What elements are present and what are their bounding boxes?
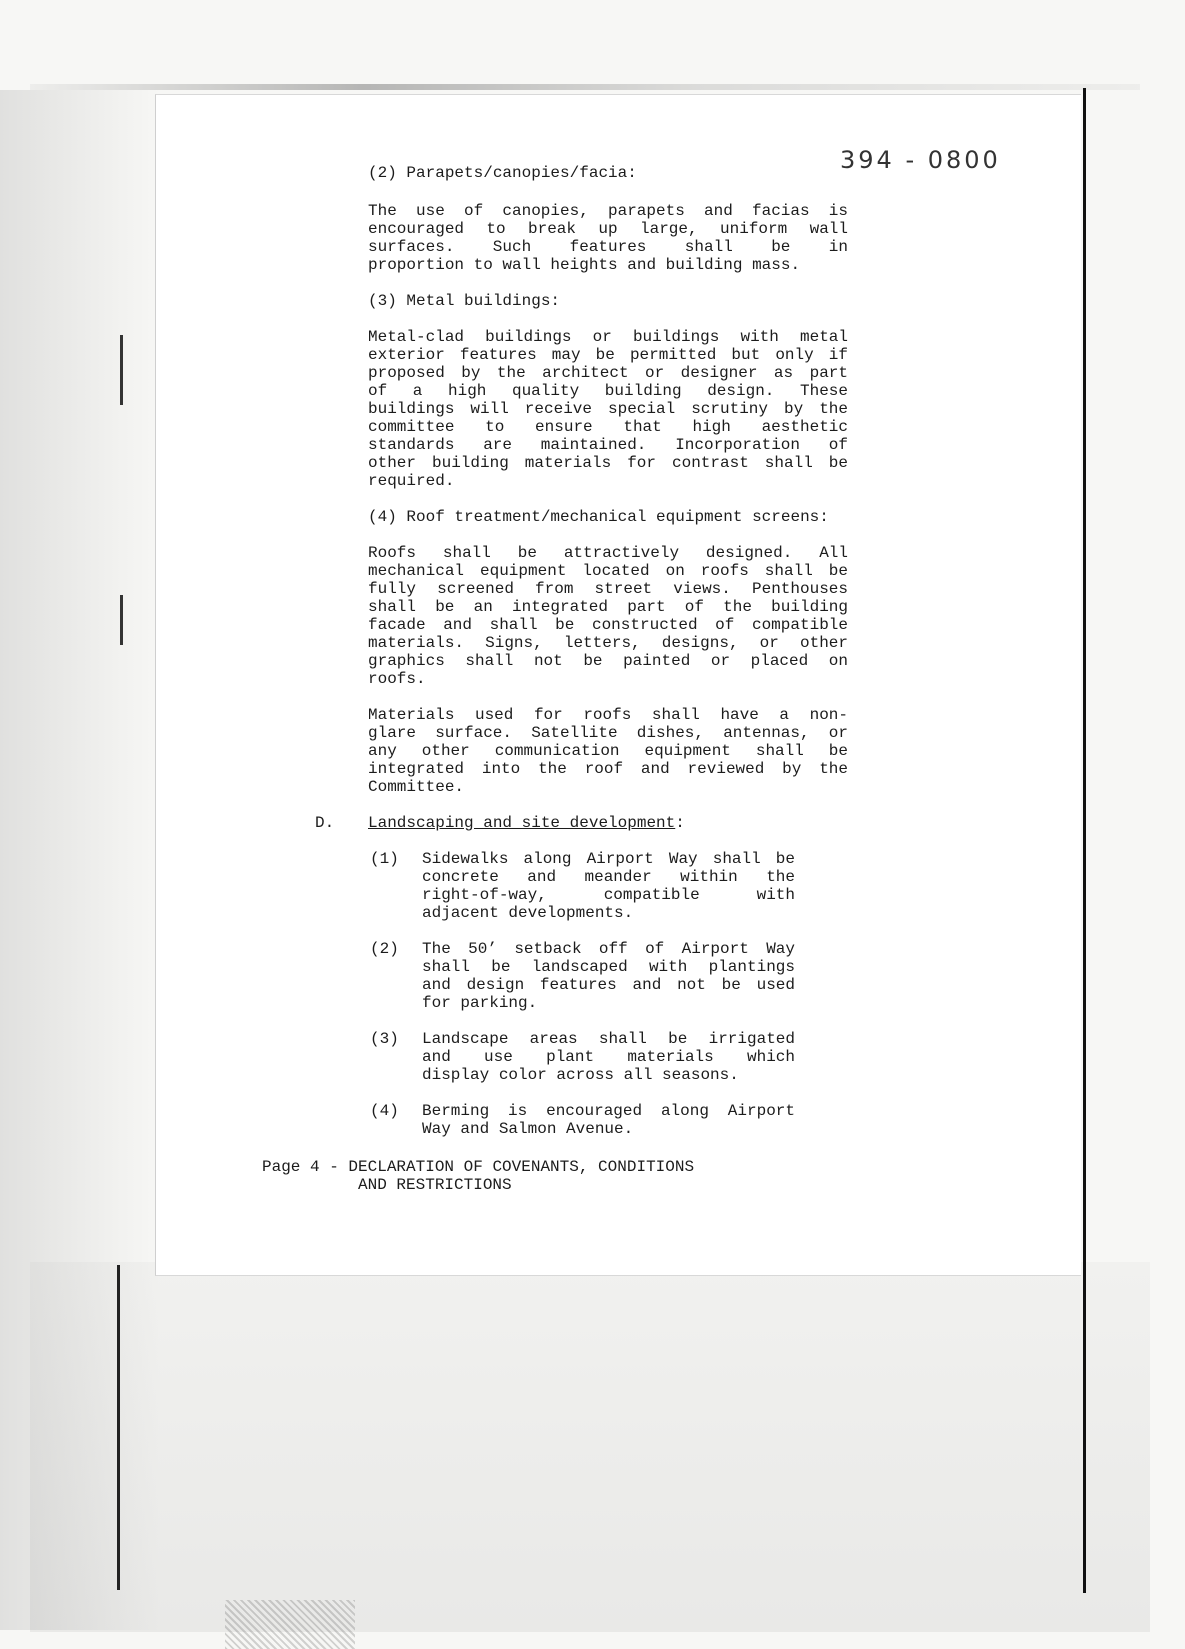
item-4-text-line: mechanical equipment located on roofs shall be	[368, 562, 848, 580]
d-item-1-line: Sidewalks along Airport Way shall be	[422, 850, 795, 868]
item-4-text-line: fully screened from street views. Penthouses	[368, 580, 848, 598]
item-4b-text-line: Materials used for roofs shall have a non-	[368, 706, 848, 724]
item-4-text-line: graphics shall not be painted or placed on	[368, 652, 848, 670]
item-4b-text-line: any other communication equipment shall be	[368, 742, 848, 760]
item-4b-text-line: integrated into the roof and reviewed by the	[368, 760, 848, 778]
d-item-2-line: shall be landscaped with plantings	[422, 958, 795, 976]
section-d-label: D.	[315, 814, 335, 832]
d-item-4-line: Berming is encouraged along Airport	[422, 1102, 795, 1120]
d-item-1-line: right-of-way, compatible with	[422, 886, 795, 904]
scan-shadow-top	[30, 84, 1140, 90]
item-3-text-line: Metal-clad buildings or buildings with metal	[368, 328, 848, 346]
d-item-2-number: (2)	[370, 940, 399, 958]
item-3-text-line: required.	[368, 472, 455, 490]
d-item-1-line: concrete and meander within the	[422, 868, 795, 886]
item-3-text-line: buildings will receive special scrutiny by the	[368, 400, 848, 418]
item-4-text-line: roofs.	[368, 670, 426, 688]
page-footer-line-2: AND RESTRICTIONS	[358, 1176, 512, 1194]
d-item-2-line: The 50’ setback off of Airport Way	[422, 940, 795, 958]
item-4b-text-line: glare surface. Satellite dishes, antennas, or	[368, 724, 848, 742]
section-d-title-colon: :	[675, 814, 685, 832]
document-number: 394 - 0800	[840, 146, 1001, 174]
item-2-text-line: proportion to wall heights and building mass.	[368, 256, 801, 274]
item-4b-text-line: Committee.	[368, 778, 465, 796]
item-3-text-line: exterior features may be permitted but only if	[368, 346, 848, 364]
d-item-1-line: adjacent developments.	[422, 904, 634, 922]
section-d-title	[368, 814, 685, 832]
item-2-text-line: The use of canopies, parapets and facias is	[368, 202, 848, 220]
scan-mark	[120, 595, 123, 645]
item-4-text-line: facade and shall be constructed of compatible	[368, 616, 848, 634]
d-item-3-line: and use plant materials which	[422, 1048, 795, 1066]
item-3-heading: (3) Metal buildings:	[368, 292, 561, 310]
d-item-2-line: for parking.	[422, 994, 538, 1012]
scan-shadow-bottom	[30, 1262, 1150, 1632]
scan-noise	[225, 1600, 355, 1649]
d-item-4-number: (4)	[370, 1102, 399, 1120]
item-3-text-line: proposed by the architect or designer as part	[368, 364, 848, 382]
item-4-text-line: materials. Signs, letters, designs, or other	[368, 634, 848, 652]
item-3-text-line: committee to ensure that high aesthetic	[368, 418, 848, 436]
d-item-2-line: and design features and not be used	[422, 976, 795, 994]
item-2-heading: (2) Parapets/canopies/facia:	[368, 164, 637, 182]
d-item-3-number: (3)	[370, 1030, 399, 1048]
d-item-3-line: display color across all seasons.	[422, 1066, 739, 1084]
item-2-text-line: encouraged to break up large, uniform wall	[368, 220, 848, 238]
item-3-text-line: other building materials for contrast shall be	[368, 454, 848, 472]
d-item-3-line: Landscape areas shall be irrigated	[422, 1030, 795, 1048]
item-4-heading: (4) Roof treatment/mechanical equipment screens:	[368, 508, 829, 526]
d-item-4-line: Way and Salmon Avenue.	[422, 1120, 634, 1138]
item-3-text-line: standards are maintained. Incorporation of	[368, 436, 848, 454]
scan-mark	[120, 335, 123, 405]
item-2-text-line: surfaces. Such features shall be in	[368, 238, 848, 256]
page-footer-line-1: Page 4 - DECLARATION OF COVENANTS, CONDITIONS	[262, 1158, 695, 1176]
scan-border-right	[1083, 88, 1086, 1593]
section-d-title-text: Landscaping and site development	[368, 814, 676, 832]
item-4-text-line: shall be an integrated part of the building	[368, 598, 848, 616]
d-item-1-number: (1)	[370, 850, 399, 868]
item-3-text-line: of a high quality building design. These	[368, 382, 848, 400]
item-4-text-line: Roofs shall be attractively designed. All	[368, 544, 848, 562]
scan-border-left	[117, 1265, 120, 1590]
